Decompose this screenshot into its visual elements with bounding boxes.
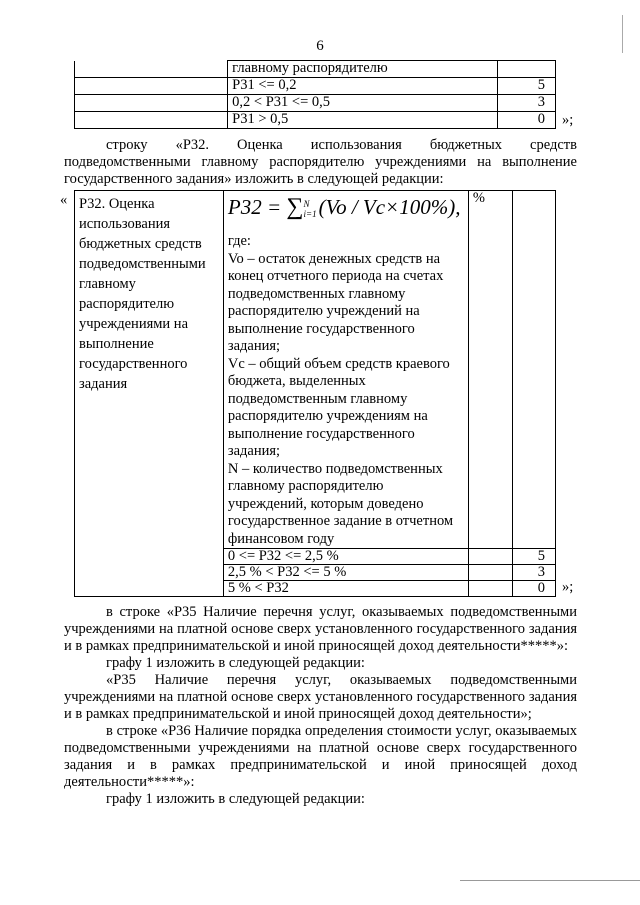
table-cell: Р31 <= 0,2 (228, 78, 498, 95)
indicator-table-p32 (74, 190, 556, 597)
scale-cell: 0 <= Р32 <= 2,5 % (223, 549, 468, 565)
opening-quote: « (60, 192, 68, 208)
table-cell: 0,2 < Р31 <= 0,5 (228, 95, 498, 112)
scale-cell: 5 % < Р32 (223, 581, 468, 597)
paragraph: «Р35 Наличие перечня услуг, оказываемых подведомственными учреждениями на платной основе сверх установленного государственного задания и в рамках предпринимательской и иной приносящей доход деятельности»; (64, 672, 577, 722)
description-line: где: (227, 233, 251, 250)
table-cell-value: 5 (498, 78, 556, 95)
scale-cell: 2,5 % < Р32 <= 5 % (223, 565, 468, 581)
body-text (64, 604, 577, 808)
page-number: 6 (316, 38, 324, 54)
description-line: N – количество подведомственных главному распорядителю учреждений, которым доведено государственное задание в отчетном финансовом году (227, 460, 454, 547)
table-row (75, 78, 556, 95)
table-row (75, 61, 556, 78)
paragraph: в строке «Р35 Наличие перечня услуг, оказываемых подведомственными учреждениями на платной основе сверх установленного государственного задания и в рамках предпринимательской и иной приносящей доход деятельности*****»: (64, 604, 577, 654)
indicator-name: Р32. Оценка использования бюджетных средств подведомственными главному распорядителю учреждениями на выполнение государственного задания (75, 191, 224, 597)
formula: P32 = ∑ N i=1 (Vo / Vc×100%), (227, 194, 461, 220)
closing-quote: »; (562, 112, 574, 128)
scale-value: 3 (513, 565, 556, 581)
paragraph: в строке «Р36 Наличие порядка определения стоимости услуг, оказываемых подведомственными учреждениями на платной основе сверх государственного задания и в рамках предпринимательской и иной приносящей доход деятельности*****»: (64, 723, 577, 790)
unit-cell: % (468, 191, 513, 549)
description-line: Vc – общий объем средств краевого бюджета, выделенных подведомственным главному распорядителю учреждениям на выполнение государственного задания; (227, 355, 450, 460)
scale-value: 0 (513, 581, 556, 597)
table-row (75, 191, 556, 549)
closing-quote: »; (562, 579, 574, 595)
paragraph: строку «Р32. Оценка использования бюджетных средств подведомственными главному распорядителю учреждениями на выполнение государственного задания» изложить в следующей редакции: (64, 137, 577, 187)
description-line: Vo – остаток денежных средств на конец отчетного периода на счетах подведомственных главному распорядителю учреждений на выполнение государственного задания; (227, 250, 444, 355)
formula-cell (223, 191, 468, 549)
table-cell: главному распорядителю (228, 61, 498, 78)
paragraph: графу 1 изложить в следующей редакции: (106, 791, 365, 807)
table-row (75, 95, 556, 112)
paragraph: графу 1 изложить в следующей редакции: (106, 655, 365, 671)
table-row (75, 112, 556, 129)
table-cell-value: 3 (498, 95, 556, 112)
table-cell: Р31 > 0,5 (228, 112, 498, 129)
indicator-table-p31 (74, 60, 556, 129)
scale-value: 5 (513, 549, 556, 565)
table-cell-value: 0 (498, 112, 556, 129)
scan-edge-line (460, 880, 640, 881)
